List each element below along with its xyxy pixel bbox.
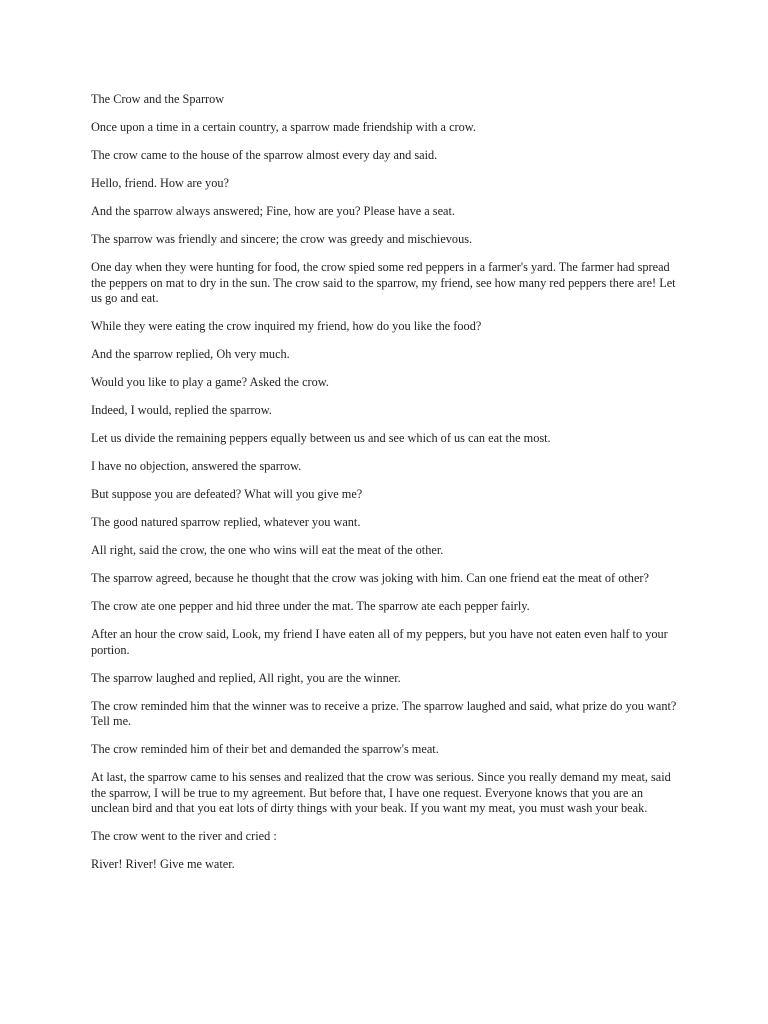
paragraph: At last, the sparrow came to his senses and realized that the crow was serious. Since you really demand my meat, said the sparrow, I will be true to my agreement. But before that, I have one request. Everyone knows that you are an unclean bird and that you eat lots of dirty things with your beak. If you want my meat, you must wash your beak. bbox=[91, 770, 671, 815]
paragraph: Once upon a time in a certain country, a sparrow made friendship with a crow. bbox=[91, 120, 476, 134]
paragraph: River! River! Give me water. bbox=[91, 857, 235, 871]
paragraph: Indeed, I would, replied the sparrow. bbox=[91, 403, 272, 417]
paragraph: The sparrow laughed and replied, All right, you are the winner. bbox=[91, 670, 401, 685]
paragraph: But suppose you are defeated? What will you give me? bbox=[91, 487, 363, 501]
paragraph: Let us divide the remaining peppers equally between us and see which of us can eat the most. bbox=[91, 431, 551, 445]
paragraph: I have no objection, answered the sparrow. bbox=[91, 459, 302, 473]
paragraph: And the sparrow always answered; Fine, how are you? Please have a seat. bbox=[91, 204, 456, 218]
document-body bbox=[91, 92, 681, 885]
paragraph: The sparrow was friendly and sincere; the crow was greedy and mischievous. bbox=[91, 232, 473, 246]
paragraph: Hello, friend. How are you? bbox=[91, 176, 229, 190]
paragraph: The crow reminded him of their bet and demanded the sparrow's meat. bbox=[91, 742, 439, 756]
paragraph: The crow came to the house of the sparrow almost every day and said. bbox=[91, 148, 438, 162]
paragraph: The crow went to the river and cried : bbox=[91, 829, 277, 843]
paragraph: Would you like to play a game? Asked the crow. bbox=[91, 375, 329, 389]
paragraph: After an hour the crow said, Look, my friend I have eaten all of my peppers, but you have not eaten even half to your portion. bbox=[91, 627, 668, 657]
paragraph: While they were eating the crow inquired my friend, how do you like the food? bbox=[91, 319, 482, 333]
paragraph: All right, said the crow, the one who wins will eat the meat of the other. bbox=[91, 543, 444, 557]
document-title: The Crow and the Sparrow bbox=[91, 92, 225, 106]
paragraph: The crow reminded him that the winner was to receive a prize. The sparrow laughed and said, what prize do you want? Tell me. bbox=[91, 698, 677, 728]
paragraph: One day when they were hunting for food, the crow spied some red peppers in a farmer's yard. The farmer had spread the peppers on mat to dry in the sun. The crow said to the sparrow, my friend, see how many red peppers there are! Let us go and eat. bbox=[91, 260, 676, 305]
paragraph: The sparrow agreed, because he thought that the crow was joking with him. Can one friend eat the meat of other? bbox=[91, 571, 649, 585]
paragraph: The good natured sparrow replied, whatever you want. bbox=[91, 515, 361, 529]
paragraph: The crow ate one pepper and hid three under the mat. The sparrow ate each pepper fairly. bbox=[91, 599, 530, 613]
paragraph: And the sparrow replied, Oh very much. bbox=[91, 347, 290, 361]
